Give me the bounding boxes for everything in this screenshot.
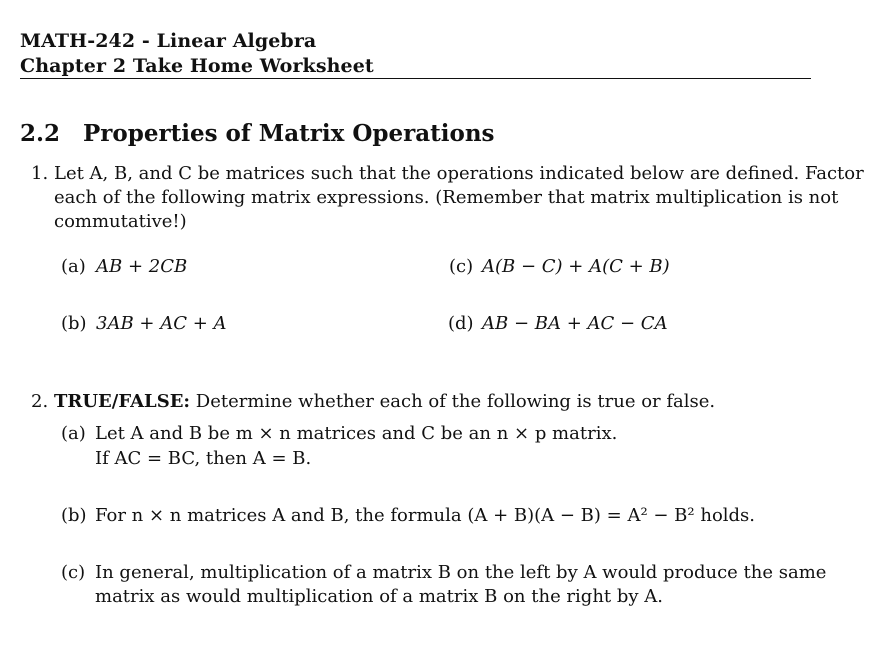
section-number: 2.2: [20, 120, 61, 147]
problem-2-part-c-line-2: matrix as would multiplication of a matrix B on the right by A.: [95, 586, 664, 607]
problem-1-part-c-expression: A(B − C) + A(C + B): [482, 256, 670, 277]
header-rule: [20, 78, 811, 79]
problem-2-part-b-line-1: For n × n matrices A and B, the formula (A + B)(A − B) = A² − B² holds.: [95, 505, 756, 526]
true-false-heading: TRUE/FALSE:: [54, 391, 191, 412]
problem-1-part-a-expression: AB + 2CB: [96, 256, 188, 277]
problem-2-part-c-label: (c): [61, 562, 86, 583]
problem-1-line-3: commutative!): [54, 211, 187, 232]
problem-1-number: 1.: [31, 163, 49, 184]
problem-2-number: 2.: [31, 391, 49, 412]
problem-2-prompt: [54, 393, 715, 411]
problem-1-part-d-label: (d): [448, 313, 474, 334]
problem-1-part-d-expression: AB − BA + AC − CA: [482, 313, 668, 334]
problem-1-part-a-label: (a): [61, 256, 86, 277]
problem-2-part-a-line-1: Let A and B be m × n matrices and C be an n × p matrix.: [95, 423, 618, 444]
problem-1-part-c-label: (c): [449, 256, 474, 277]
section-title: Properties of Matrix Operations: [83, 120, 495, 147]
worksheet-subtitle: Chapter 2 Take Home Worksheet: [20, 55, 374, 77]
course-title: MATH-242 - Linear Algebra: [20, 30, 317, 52]
problem-2-part-a-label: (a): [61, 423, 86, 444]
problem-1-line-2: each of the following matrix expressions. (Remember that matrix multiplication is not: [54, 187, 839, 208]
problem-2-part-b-label: (b): [61, 505, 87, 526]
problem-2-instruction: Determine whether each of the following is true or false.: [195, 391, 716, 412]
problem-2-part-c-line-1: In general, multiplication of a matrix B on the left by A would produce the same: [95, 562, 827, 583]
problem-1-part-b-label: (b): [61, 313, 87, 334]
problem-1-part-b-expression: 3AB + AC + A: [96, 313, 227, 334]
problem-1-line-1: Let A, B, and C be matrices such that the operations indicated below are defined. Factor: [54, 163, 864, 184]
problem-2-part-a-line-2: If AC = BC, then A = B.: [95, 448, 312, 469]
